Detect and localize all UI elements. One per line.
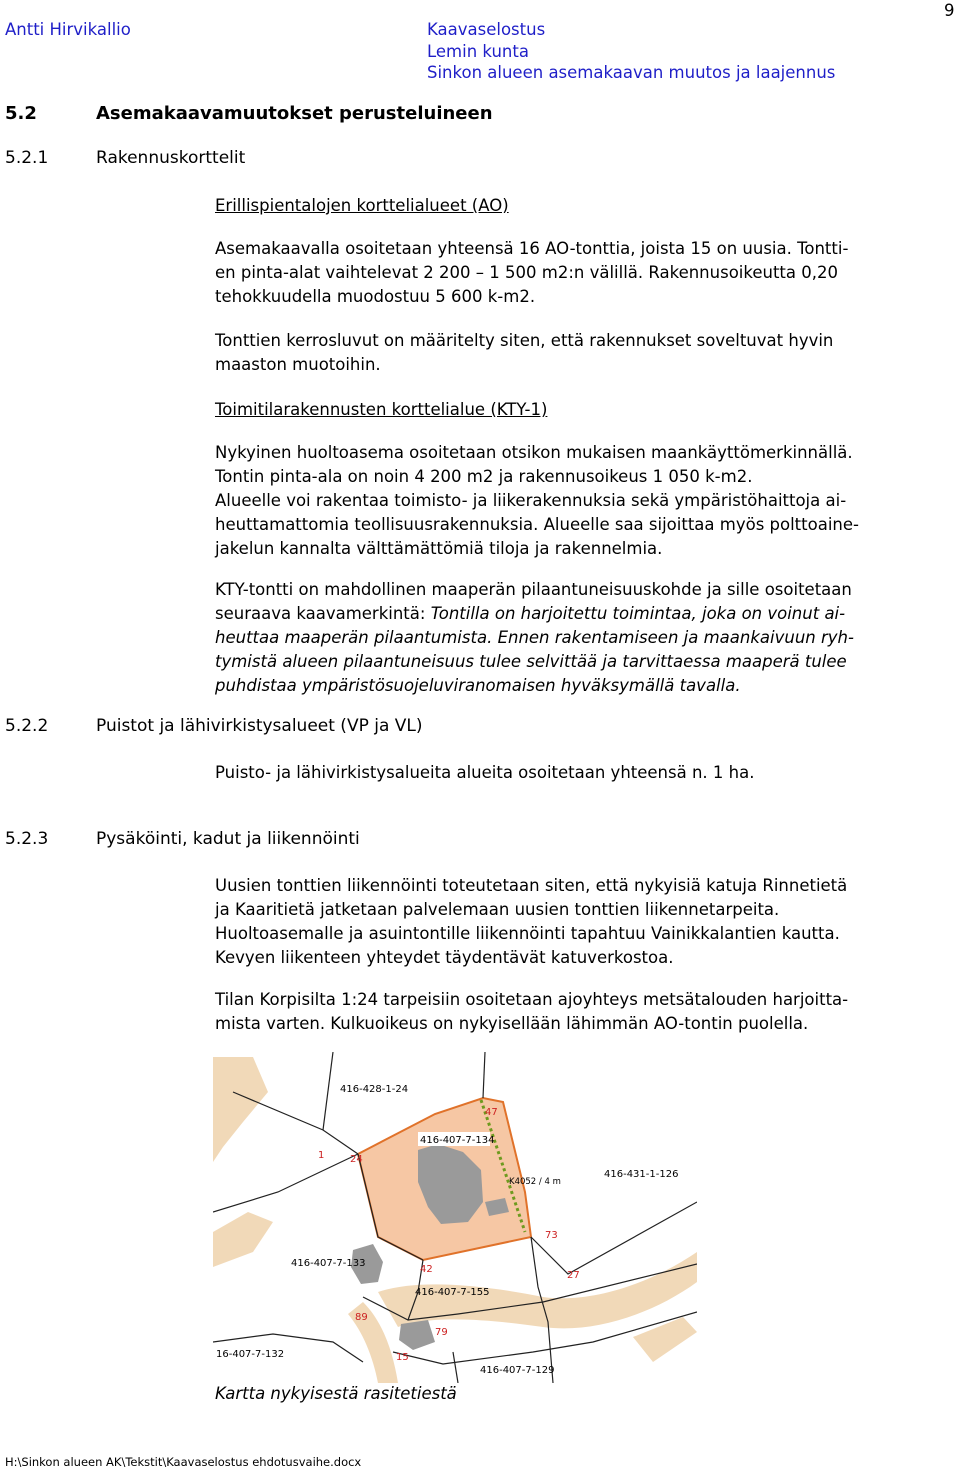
parcel-label-bottom-left: 16-407-7-132 xyxy=(216,1349,285,1360)
header-municipality: Lemin kunta xyxy=(427,42,529,61)
sub2-title: Puistot ja lähivirkistysalueet (VP ja VL) xyxy=(96,716,423,736)
text-line xyxy=(215,602,950,626)
sub3-paragraph-1 xyxy=(215,874,950,970)
header-author: Antti Hirvikallio xyxy=(5,20,131,39)
parcel-label-mid: 416-407-7-155 xyxy=(415,1287,490,1298)
section-number: 5.2 xyxy=(5,103,37,124)
text-line: Asemakaavalla osoitetaan yhteensä 16 AO-tonttia, joista 15 on uusia. Tontti- xyxy=(215,239,849,258)
parcel-label-main: 416-407-7-134 xyxy=(420,1135,495,1146)
point-number: 15 xyxy=(396,1352,409,1363)
text-line: jakelun kannalta välttämättömiä tiloja ja rakennelmia. xyxy=(215,539,663,558)
ao-paragraph-1 xyxy=(215,237,950,309)
text-line: KTY-tontti on mahdollinen maaperän pilaantuneisuuskohde ja sille osoitetaan xyxy=(215,580,852,599)
point-number: 27 xyxy=(567,1270,580,1281)
sub2-number: 5.2.2 xyxy=(5,716,49,736)
sub3-title: Pysäköinti, kadut ja liikennöinti xyxy=(96,829,360,849)
sub3-paragraph-2 xyxy=(215,988,950,1036)
sub1-number: 5.2.1 xyxy=(5,148,49,168)
parcel-label-top: 416-428-1-24 xyxy=(340,1084,409,1095)
point-number: 79 xyxy=(435,1327,448,1338)
text-line: Tonttien kerrosluvut on määritelty siten, että rakennukset soveltuvat hyvin xyxy=(215,331,834,350)
parcel-label-right: 416-431-1-126 xyxy=(604,1169,679,1180)
text-line: Tontin pinta-ala on noin 4 200 m2 ja rakennusoikeus 1 050 k-m2. xyxy=(215,467,753,486)
text-line: tymistä alueen pilaantuneisuus tulee selvittää ja tarvittaessa maaperä tulee xyxy=(215,652,847,671)
kty-paragraph-2 xyxy=(215,578,950,698)
text-line: Tilan Korpisilta 1:24 tarpeisiin osoitetaan ajoyhteys metsätalouden harjoitta- xyxy=(215,990,849,1009)
point-number: 42 xyxy=(420,1264,433,1275)
text-line: Kevyen liikenteen yhteydet täydentävät katuverkostoa. xyxy=(215,948,674,967)
text-normal: seuraava kaavamerkintä: xyxy=(215,604,431,623)
easement-map xyxy=(213,1052,697,1383)
text-line: tehokkuudella muodostuu 5 600 k-m2. xyxy=(215,287,536,306)
footer-path: H:\Sinkon alueen AK\Tekstit\Kaavaselostus ehdotusvaihe.docx xyxy=(5,1455,362,1469)
ao-paragraph-2 xyxy=(215,329,950,377)
text-line: Uusien tonttien liikennöinti toteutetaan siten, että nykyisiä katuja Rinnetietä xyxy=(215,876,848,895)
text-line: en pinta-alat vaihtelevat 2 200 – 1 500 m2:n välillä. Rakennusoikeutta 0,20 xyxy=(215,263,838,282)
text-line: maaston muotoihin. xyxy=(215,355,381,374)
sub2-text: Puisto- ja lähivirkistysalueita alueita osoitetaan yhteensä n. 1 ha. xyxy=(215,763,755,782)
ao-heading: Erillispientalojen korttelialueet (AO) xyxy=(215,196,509,215)
text-italic: Tontilla on harjoitettu toimintaa, joka on voinut ai- xyxy=(430,604,846,623)
text-line: ja Kaaritietä jatketaan palvelemaan uusien tonttien liikennetarpeita. xyxy=(215,900,780,919)
text-line: Huoltoasemalle ja asuintontille liikennöinti tapahtuu Vainikkalantien kautta. xyxy=(215,924,840,943)
sub3-number: 5.2.3 xyxy=(5,829,49,849)
point-number: 24 xyxy=(350,1154,363,1165)
header-doc-type: Kaavaselostus xyxy=(427,20,546,39)
text-line: Nykyinen huoltoasema osoitetaan otsikon mukaisen maankäyttömerkinnällä. xyxy=(215,443,853,462)
parcel-label-left: 416-407-7-133 xyxy=(291,1258,366,1269)
point-number: 1 xyxy=(318,1150,325,1161)
text-line: heuttaa maaperän pilaantumista. Ennen rakentamiseen ja maankaivuun ryh- xyxy=(215,628,854,647)
text-line: heuttamattomia teollisuusrakennuksia. Alueelle saa sijoittaa myös polttoaine- xyxy=(215,515,859,534)
point-number: 73 xyxy=(545,1230,558,1241)
easement-label: K4052 / 4 m xyxy=(509,1177,561,1187)
point-number: 89 xyxy=(355,1312,368,1323)
kty-heading: Toimitilarakennusten korttelialue (KTY-1) xyxy=(215,400,548,419)
page-number: 9 xyxy=(944,1,955,20)
text-line: puhdistaa ympäristösuojeluviranomaisen hyväksymällä tavalla. xyxy=(215,676,741,695)
map-caption: Kartta nykyisestä rasitetiestä xyxy=(215,1384,457,1403)
text-line: Alueelle voi rakentaa toimisto- ja liikerakennuksia sekä ympäristöhaittoja ai- xyxy=(215,491,847,510)
text-line: mista varten. Kulkuoikeus on nykyisellään lähimmän AO-tontin puolella. xyxy=(215,1014,809,1033)
point-number: 47 xyxy=(485,1107,498,1118)
parcel-label-bottom: 416-407-7-129 xyxy=(480,1365,555,1376)
sub1-title: Rakennuskorttelit xyxy=(96,148,246,168)
kty-paragraph-1 xyxy=(215,441,950,561)
header-plan-title: Sinkon alueen asemakaavan muutos ja laajennus xyxy=(427,63,836,82)
section-title: Asemakaavamuutokset perusteluineen xyxy=(96,103,493,124)
